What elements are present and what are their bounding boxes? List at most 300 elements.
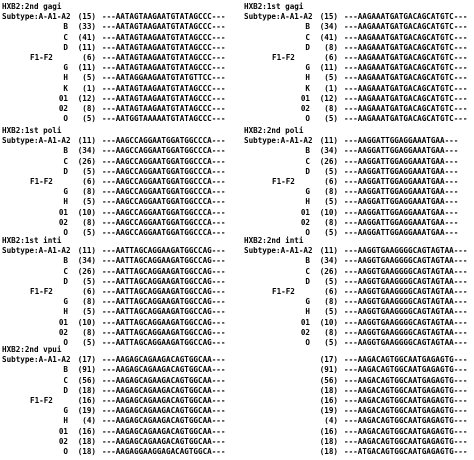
sequence-count: (19): [77, 406, 96, 416]
sequence-count: (5): [324, 307, 338, 317]
subtype-label: H: [63, 307, 68, 317]
subtype-label: B: [305, 146, 310, 156]
sequence: ---AAGGATTGGAGGAAATGAA---: [344, 227, 459, 237]
subtype-label: K: [305, 83, 310, 93]
subtype-label: D: [305, 42, 310, 52]
sequence: ---AAGAAATGATGACAGCATGTC---: [344, 32, 468, 42]
alignment-row: [2, 267, 225, 277]
sequence: ---AATAGGAAGAATGTATGTTCC---: [102, 73, 226, 83]
sequence: ---AATTAGCAGGAAGATGGCCAG---: [102, 256, 226, 266]
sequence-count: (8): [324, 217, 338, 227]
subtype-label: C: [305, 266, 310, 276]
sequence: ---AAGAAATGATGACAGCATGTC---: [344, 114, 468, 124]
alignment-row: [2, 287, 225, 297]
sequence: ---AAGCCAGGAATGGATGGCCCA---: [102, 156, 226, 166]
alignment-row: [2, 53, 225, 63]
sequence: ---AAGACAGTGGCAATGAGAGTG---: [344, 385, 468, 395]
subtype-label: C: [63, 156, 68, 166]
subtype-label: 01: [300, 317, 310, 327]
alignment-row: [2, 437, 225, 447]
sequence: ---AAGAAATGATGACAGCATGTC---: [344, 73, 468, 83]
alignment-row: [244, 246, 467, 256]
alignment-row: [2, 187, 225, 197]
sequence: ---AATAGTAAGAATGTATAGCCC---: [102, 103, 226, 113]
subtype-label: 02: [300, 217, 310, 227]
alignment-row: [2, 218, 225, 228]
alignment-row: [244, 177, 458, 187]
sequence-count: (11): [319, 246, 338, 256]
subtype-label: 01: [58, 93, 68, 103]
alignment-row: [244, 416, 467, 426]
subtype-label: 02: [58, 327, 68, 337]
sequence: ---AAGAGCAGAAGACAGTGGCAA---: [102, 385, 226, 395]
alignment-row: [2, 208, 225, 218]
alignment-row: [2, 386, 225, 396]
alignment-row: [2, 328, 225, 338]
sequence: ---AAGAGCAGAAGACAGTGGCAA---: [102, 355, 226, 365]
alignment-row: [2, 307, 225, 317]
sequence-count: (34): [319, 256, 338, 266]
alignment-row: [244, 197, 458, 207]
alignment-row: [244, 218, 458, 228]
alignment-row: [2, 94, 225, 104]
sequence-count: (5): [82, 166, 96, 176]
sequence: ---AAGAAATGATGACAGCATGTC---: [344, 63, 468, 73]
subtype-label: O: [63, 114, 68, 124]
sequence: ---AAGAGCAGAAGACAGTGGCAA---: [102, 436, 226, 446]
sequence-count: (5): [82, 73, 96, 83]
sequence: ---AAGGATTGGAGGAAATGAA---: [344, 166, 459, 176]
sequence-count: (5): [82, 197, 96, 207]
block-title: [244, 345, 467, 355]
subtype-label: B: [305, 22, 310, 32]
sequence: ---AAGAGCAGAAGACAGTGGCAA---: [102, 365, 226, 375]
alignment-row: [244, 307, 467, 317]
subtype-label: B: [63, 146, 68, 156]
sequence: ---AAGGATTGGAGGAAATGAA---: [344, 176, 459, 186]
sequence-count: (5): [82, 276, 96, 286]
alignment-row: [244, 406, 467, 416]
subtype-label: 02: [58, 103, 68, 113]
block-2nd-inti: [244, 236, 467, 348]
sequence-count: (17): [77, 355, 96, 365]
sequence: ---AAGGATTGGAGGAAATGAA---: [344, 146, 459, 156]
subtype-label: G: [63, 297, 68, 307]
subtype-label: F1-F2: [272, 286, 295, 296]
sequence: ---AAGGTGAAGGGGCAGTAGTAA---: [344, 327, 468, 337]
subtype-label: Subtype:A-A1-A2: [244, 136, 313, 146]
alignment-row: [2, 22, 225, 32]
alignment-row: [2, 406, 225, 416]
subtype-label: Subtype:A-A1-A2: [244, 246, 313, 256]
alignment-row: [244, 167, 458, 177]
sequence: ---AAGAGCAGAAGACAGTGGCAA---: [102, 395, 226, 405]
subtype-label: Subtype:A-A1-A2: [2, 355, 71, 365]
sequence-count: (18): [319, 436, 338, 446]
sequence-count: (6): [82, 176, 96, 186]
sequence-count: (11): [77, 63, 96, 73]
sequence: ---AAGCCAGGAATGGATGGCCCA---: [102, 187, 226, 197]
sequence-count: (8): [324, 103, 338, 113]
alignment-row: [2, 73, 225, 83]
sequence: ---AAGAAATGATGACAGCATGTC---: [344, 42, 468, 52]
alignment-row: [244, 297, 467, 307]
subtype-label: 01: [300, 93, 310, 103]
sequence-count: (15): [77, 12, 96, 22]
sequence-count: (26): [77, 156, 96, 166]
sequence-count: (8): [324, 187, 338, 197]
subtype-label: O: [305, 114, 310, 124]
alignment-row: [2, 416, 225, 426]
sequence-count: (16): [77, 395, 96, 405]
subtype-label: 01: [58, 426, 68, 436]
sequence: ---AAGGATTGGAGGAAATGAA---: [344, 136, 459, 146]
block-1st-gagi: [244, 2, 467, 124]
subtype-label: F1-F2: [30, 176, 53, 186]
subtype-label: D: [305, 276, 310, 286]
subtype-label: C: [305, 156, 310, 166]
sequence: ---AAGCCAGGAATGGATGGCCCA---: [102, 227, 226, 237]
alignment-row: [2, 104, 225, 114]
alignment-row: [2, 376, 225, 386]
alignment-row: [244, 328, 467, 338]
sequence-count: (11): [77, 246, 96, 256]
sequence: ---AATTAGCAGGAAGATGGCCAG---: [102, 286, 226, 296]
sequence-count: (10): [77, 317, 96, 327]
subtype-label: Subtype:A-A1-A2: [244, 12, 313, 22]
sequence-count: (18): [77, 446, 96, 456]
sequence-count: (6): [324, 176, 338, 186]
sequence-count: (5): [324, 73, 338, 83]
sequence: ---AAGGTGAAGGGGCAGTAGTAA---: [344, 286, 468, 296]
alignment-row: [244, 146, 458, 156]
alignment-row: [244, 12, 467, 22]
sequence-count: (10): [319, 207, 338, 217]
sequence: ---AAGGTGAAGGGGCAGTAGTAA---: [344, 276, 468, 286]
alignment-row: [244, 396, 467, 406]
subtype-label: Subtype:A-A1-A2: [2, 246, 71, 256]
sequence-count: (8): [82, 217, 96, 227]
subtype-label: H: [63, 197, 68, 207]
sequence: ---AAGGTGAAGGGGCAGTAGTAA---: [344, 256, 468, 266]
sequence-count: (16): [319, 426, 338, 436]
subtype-label: F1-F2: [30, 395, 53, 405]
sequence: ---AATTAGCAGGAAGATGGCCAG---: [102, 266, 226, 276]
alignment-row: [244, 33, 467, 43]
sequence-count: (19): [319, 406, 338, 416]
alignment-row: [2, 427, 225, 437]
subtype-label: F1-F2: [272, 52, 295, 62]
alignment-row: [2, 114, 225, 124]
sequence: ---AATTAGCAGGAAGATGGCCAG---: [102, 246, 226, 256]
sequence-count: (5): [82, 337, 96, 347]
sequence-count: (8): [82, 187, 96, 197]
sequence: ---AATAGTAAGAATGTATAGCCC---: [102, 52, 226, 62]
sequence-count: (16): [77, 426, 96, 436]
subtype-label: G: [63, 63, 68, 73]
sequence-count: (5): [82, 227, 96, 237]
sequence-count: (34): [319, 146, 338, 156]
sequence: ---AAGGTGAAGGGGCAGTAGTAA---: [344, 246, 468, 256]
alignment-row: [2, 33, 225, 43]
sequence-count: (12): [77, 93, 96, 103]
sequence-count: (5): [324, 197, 338, 207]
sequence: ---AATGGTAAAAATGTATAGCCC---: [102, 114, 226, 124]
sequence: ---AAGGTGAAGGGGCAGTAGTAA---: [344, 307, 468, 317]
block-1st-inti: [2, 236, 225, 348]
sequence-count: (41): [319, 32, 338, 42]
alignment-row: [2, 43, 225, 53]
sequence: ---AAGAGCAGAAGACAGTGGCAA---: [102, 416, 226, 426]
sequence: ---AATTAGCAGGAAGATGGCCAG---: [102, 297, 226, 307]
subtype-label: O: [305, 227, 310, 237]
subtype-label: K: [63, 83, 68, 93]
alignment-row: [2, 63, 225, 73]
block-2nd-gagi: [2, 2, 225, 124]
sequence-count: (26): [319, 266, 338, 276]
sequence: ---AATTAGCAGGAAGATGGCCAG---: [102, 276, 226, 286]
sequence: ---AAGCCAGGAATGGATGGCCCA---: [102, 207, 226, 217]
subtype-label: C: [63, 266, 68, 276]
alignment-row: [2, 365, 225, 375]
sequence: ---AAGGATTGGAGGAAATGAA---: [344, 207, 459, 217]
sequence-count: (15): [319, 12, 338, 22]
alignment-row: [244, 318, 467, 328]
subtype-label: C: [305, 32, 310, 42]
subtype-label: 02: [58, 436, 68, 446]
sequence: ---AATAGTAAGAATGTATAGCCC---: [102, 32, 226, 42]
sequence: ---AAGAAATGATGACAGCATGTC---: [344, 93, 468, 103]
sequence-count: (5): [82, 114, 96, 124]
alignment-row: [244, 187, 458, 197]
subtype-label: C: [63, 375, 68, 385]
sequence: ---AATAGTAAGAATGTATAGCCC---: [102, 63, 226, 73]
alignment-row: [2, 12, 225, 22]
subtype-label: Subtype:A-A1-A2: [2, 136, 71, 146]
subtype-label: 02: [58, 217, 68, 227]
block-title: HXB2:2nd inti: [244, 236, 304, 245]
sequence: ---AAGGATTGGAGGAAATGAA---: [344, 187, 459, 197]
sequence: ---AAGCCAGGAATGGATGGCCCA---: [102, 166, 226, 176]
sequence: ---AATTAGCAGGAAGATGGCCAG---: [102, 337, 226, 347]
sequence: ---AAGCCAGGAATGGATGGCCCA---: [102, 146, 226, 156]
sequence: ---AATAGTAAGAATGTATAGCCC---: [102, 22, 226, 32]
sequence: ---AAGACAGTGGCAATGAGAGTG---: [344, 436, 468, 446]
sequence-count: (18): [319, 385, 338, 395]
subtype-label: D: [63, 166, 68, 176]
alignment-row: [244, 208, 458, 218]
alignment-row: [244, 22, 467, 32]
subtype-label: H: [63, 416, 68, 426]
alignment-row: [244, 365, 467, 375]
block-title: HXB2:1st gagi: [244, 2, 304, 11]
subtype-label: G: [63, 406, 68, 416]
sequence: ---AAGAGCAGAAGACAGTGGCAA---: [102, 406, 226, 416]
alignment-row: [2, 256, 225, 266]
alignment-row: [244, 386, 467, 396]
subtype-label: Subtype:A-A1-A2: [2, 12, 71, 22]
alignment-row: [244, 437, 467, 447]
subtype-label: O: [63, 337, 68, 347]
sequence-count: (5): [324, 114, 338, 124]
subtype-label: G: [63, 187, 68, 197]
sequence: ---AATAGTAAGAATGTATAGCCC---: [102, 42, 226, 52]
subtype-label: O: [63, 446, 68, 456]
sequence-count: (5): [82, 307, 96, 317]
sequence-count: (16): [319, 395, 338, 405]
block-title: HXB2:1st inti: [2, 236, 62, 245]
subtype-label: B: [63, 365, 68, 375]
sequence: ---ATGACAGTGGCAATGAGAGTG---: [344, 446, 468, 456]
alignment-row: [244, 104, 467, 114]
subtype-label: B: [63, 22, 68, 32]
block-title: HXB2:1st poli: [2, 126, 62, 135]
alignment-row: [244, 136, 458, 146]
alignment-row: [244, 267, 467, 277]
sequence: ---AAGAGCAGAAGACAGTGGCAA---: [102, 375, 226, 385]
sequence: ---AAGACAGTGGCAATGAGAGTG---: [344, 395, 468, 405]
sequence-count: (8): [82, 297, 96, 307]
sequence-count: (5): [324, 227, 338, 237]
subtype-label: F1-F2: [30, 286, 53, 296]
sequence: ---AAGCCAGGAATGGATGGCCCA---: [102, 136, 226, 146]
sequence-count: (56): [319, 375, 338, 385]
block-title: HXB2:2nd poli: [244, 126, 304, 135]
sequence-count: (8): [324, 42, 338, 52]
sequence: ---AAGCCAGGAATGGATGGCCCA---: [102, 197, 226, 207]
sequence-count: (6): [324, 286, 338, 296]
sequence: ---AAGGTGAAGGGGCAGTAGTAA---: [344, 337, 468, 347]
alignment-row: [244, 43, 467, 53]
sequence: ---AAGGTGAAGGGGCAGTAGTAA---: [344, 266, 468, 276]
alignment-row: [2, 146, 225, 156]
sequence-count: (6): [82, 286, 96, 296]
sequence: ---AATTAGCAGGAAGATGGCCAG---: [102, 327, 226, 337]
sequence-count: (12): [319, 93, 338, 103]
sequence-count: (17): [319, 355, 338, 365]
alignment-row: [244, 94, 467, 104]
alignment-row: [2, 396, 225, 406]
sequence-count: (91): [319, 365, 338, 375]
sequence-count: (8): [82, 327, 96, 337]
alignment-row: [244, 84, 467, 94]
sequence-count: (4): [324, 416, 338, 426]
subtype-label: G: [305, 187, 310, 197]
sequence-count: (26): [77, 266, 96, 276]
subtype-label: 01: [58, 207, 68, 217]
sequence-count: (11): [319, 136, 338, 146]
sequence-count: (18): [77, 436, 96, 446]
sequence-count: (8): [82, 103, 96, 113]
sequence-count: (34): [319, 22, 338, 32]
sequence: ---AAGAAATGATGACAGCATGTC---: [344, 52, 468, 62]
sequence: ---AAGGATTGGAGGAAATGAA---: [344, 156, 459, 166]
sequence-count: (1): [324, 83, 338, 93]
alignment-row: [244, 157, 458, 167]
sequence-count: (26): [319, 156, 338, 166]
sequence: ---AAGACAGTGGCAATGAGAGTG---: [344, 416, 468, 426]
sequence-count: (11): [77, 136, 96, 146]
alignment-row: [244, 447, 467, 457]
sequence-count: (33): [77, 22, 96, 32]
alignment-row: [2, 246, 225, 256]
subtype-label: B: [305, 256, 310, 266]
subtype-label: D: [63, 42, 68, 52]
alignment-row: [244, 53, 467, 63]
alignment-row: [244, 355, 467, 365]
sequence: ---AATAGTAAGAATGTATAGCCC---: [102, 83, 226, 93]
block-2nd-vpui: [2, 345, 225, 457]
sequence-count: (6): [324, 52, 338, 62]
alignment-row: [244, 73, 467, 83]
sequence: ---AAGAGGAAGGAGACAGTGGCA---: [102, 446, 226, 456]
sequence: ---AAGAGCAGAAGACAGTGGCAA---: [102, 426, 226, 436]
subtype-label: H: [63, 73, 68, 83]
block-1st-poli: [2, 126, 225, 238]
subtype-label: G: [305, 297, 310, 307]
sequence-count: (34): [77, 146, 96, 156]
sequence-count: (11): [77, 42, 96, 52]
sequence: ---AAGAAATGATGACAGCATGTC---: [344, 103, 468, 113]
sequence-count: (91): [77, 365, 96, 375]
subtype-label: D: [63, 276, 68, 286]
sequence-count: (41): [77, 32, 96, 42]
sequence-count: (1): [82, 83, 96, 93]
subtype-label: G: [305, 63, 310, 73]
sequence: ---AAGGTGAAGGGGCAGTAGTAA---: [344, 297, 468, 307]
sequence: ---AAGGATTGGAGGAAATGAA---: [344, 197, 459, 207]
alignment-row: [244, 114, 467, 124]
sequence-count: (34): [77, 256, 96, 266]
sequence-count: (8): [324, 327, 338, 337]
block-title: HXB2:2nd gagi: [2, 2, 62, 11]
sequence: ---AAGCCAGGAATGGATGGCCCA---: [102, 176, 226, 186]
alignment-row: [2, 447, 225, 457]
block-2nd-poli: [244, 126, 458, 238]
sequence-count: (18): [319, 446, 338, 456]
sequence: ---AAGACAGTGGCAATGAGAGTG---: [344, 406, 468, 416]
sequence: ---AAGAAATGATGACAGCATGTC---: [344, 83, 468, 93]
subtype-label: D: [305, 166, 310, 176]
subtype-label: H: [305, 73, 310, 83]
sequence: ---AAGGTGAAGGGGCAGTAGTAA---: [344, 317, 468, 327]
alignment-row: [244, 277, 467, 287]
alignment-row: [244, 427, 467, 437]
sequence: ---AATAGTAAGAATGTATAGCCC---: [102, 93, 226, 103]
sequence: ---AAGACAGTGGCAATGAGAGTG---: [344, 426, 468, 436]
alignment-row: [244, 376, 467, 386]
subtype-label: 01: [300, 207, 310, 217]
block-title: HXB2:2nd vpui: [2, 345, 62, 354]
subtype-label: 01: [58, 317, 68, 327]
sequence-count: (10): [77, 207, 96, 217]
alignment-row: [2, 167, 225, 177]
sequence-count: (8): [324, 297, 338, 307]
sequence: ---AATTAGCAGGAAGATGGCCAG---: [102, 307, 226, 317]
alignment-row: [2, 177, 225, 187]
subtype-label: B: [63, 256, 68, 266]
sequence-count: (5): [324, 166, 338, 176]
block-vpui-continued: [244, 345, 467, 457]
sequence: ---AAGACAGTGGCAATGAGAGTG---: [344, 375, 468, 385]
subtype-label: 02: [300, 103, 310, 113]
sequence: ---AAGACAGTGGCAATGAGAGTG---: [344, 355, 468, 365]
sequence-count: (11): [319, 63, 338, 73]
sequence: ---AAGAAATGATGACAGCATGTC---: [344, 12, 468, 22]
sequence: ---AAGACAGTGGCAATGAGAGTG---: [344, 365, 468, 375]
sequence: ---AAGGATTGGAGGAAATGAA---: [344, 217, 459, 227]
sequence: ---AATTAGCAGGAAGATGGCCAG---: [102, 317, 226, 327]
